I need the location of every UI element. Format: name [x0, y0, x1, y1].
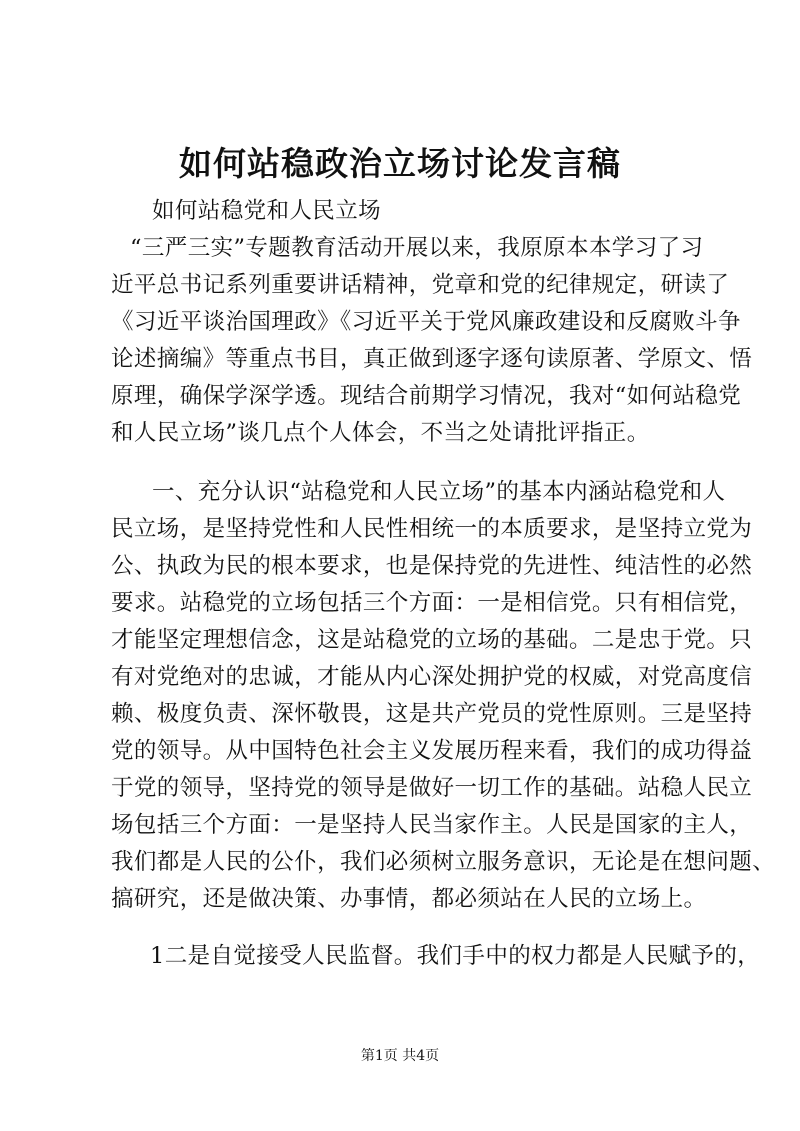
body-line: 于党的领导，坚持党的领导是做好一切工作的基础。站稳人民立: [111, 775, 753, 801]
body-line: 党的领导。从中国特色社会主义发展历程来看，我们的成功得益: [111, 738, 753, 764]
body-line: 场包括三个方面：一是坚持人民当家作主。人民是国家的主人，: [111, 812, 753, 838]
body-line: 有对党绝对的忠诚，才能从内心深处拥护党的权威，对党高度信: [111, 664, 753, 690]
body-line: 我们都是人民的公仆，我们必须树立服务意识，无论是在想问题、: [111, 849, 776, 875]
body-line: 一、充分认识“站稳党和人民立场”的基本内涵站稳党和人: [152, 479, 726, 505]
subtitle-line: 如何站稳党和人民立场: [152, 198, 382, 224]
body-line: 赖、极度负责、深怀敬畏，这是共产党员的党性原则。三是坚持: [111, 701, 753, 727]
page-footer: 第1页 共4页: [360, 1048, 440, 1064]
body-line: 1二是自觉接受人民监督。我们手中的权力都是人民赋予的，: [150, 943, 761, 969]
body-line: “三严三实”专题教育活动开展以来，我原原本本学习了习: [130, 235, 704, 261]
body-line: 《习近平谈治国理政》《习近平关于党风廉政建设和反腐败斗争: [111, 309, 741, 335]
body-line: 才能坚定理想信念，这是站稳党的立场的基础。二是忠于党。只: [111, 627, 753, 653]
body-line: 近平总书记系列重要讲话精神，党章和党的纪律规定，研读了: [111, 272, 730, 298]
body-line: 民立场，是坚持党性和人民性相统一的本质要求，是坚持立党为: [111, 516, 753, 542]
body-line: 公、执政为民的根本要求，也是保持党的先进性、纯洁性的必然: [111, 553, 753, 579]
document-title: 如何站稳政治立场讨论发言稿: [179, 144, 621, 183]
body-line: 搞研究，还是做决策、办事情，都必须站在人民的立场上。: [111, 886, 707, 912]
body-line: 和人民立场”谈几点个人体会，不当之处请批评指正。: [111, 420, 650, 446]
body-line: 论述摘编》等重点书目，真正做到逐字逐句读原著、学原文、悟: [111, 346, 753, 372]
body-line: 要求。站稳党的立场包括三个方面：一是相信党。只有相信党，: [111, 590, 753, 616]
body-line: 原理，确保学深学透。现结合前期学习情况，我对“如何站稳党: [111, 383, 742, 409]
